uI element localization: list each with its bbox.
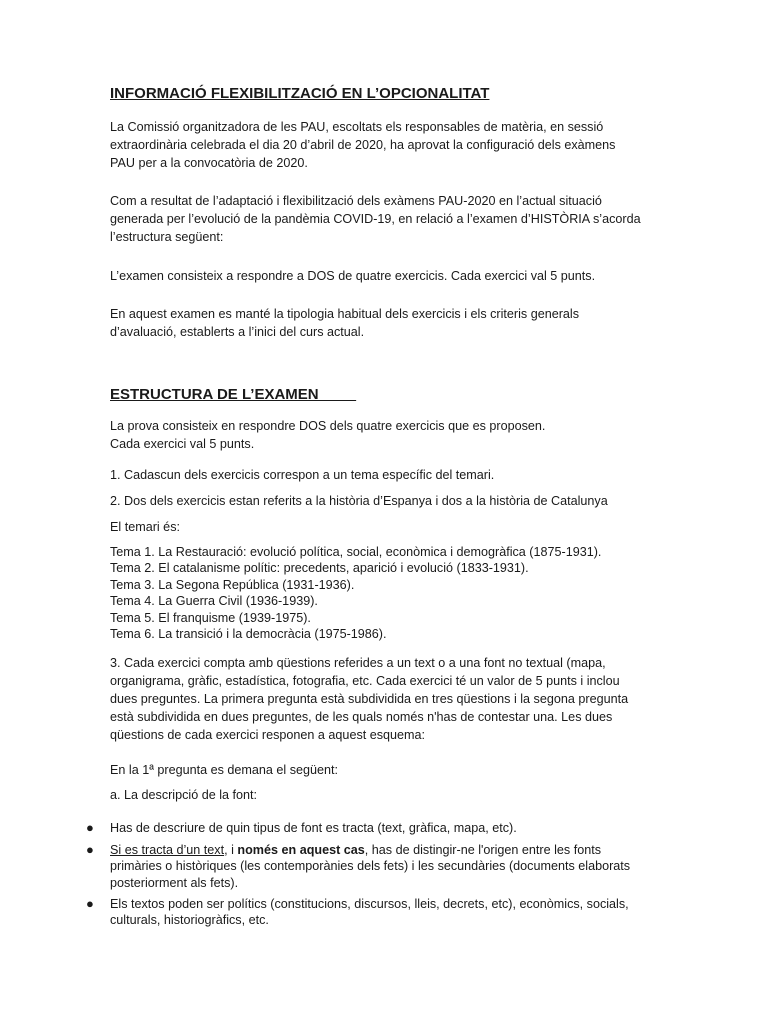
bullet-text [110,896,670,929]
bullet-icon: ● [86,842,94,857]
paragraph-line: Cada exercici val 5 punts. [110,437,255,451]
paragraph-prova [110,417,650,453]
point-1 [110,466,650,484]
paragraph-line: d’avaluació, establerts a l’inici del curs actual. [110,325,365,339]
bullet-icon: ● [86,820,94,835]
connector-text: , i [224,843,238,857]
tema-item: Tema 4. La Guerra Civil (1936-1939). [110,594,318,609]
paragraph-line: està subdividida en dues preguntes, de les quals només n'has de contestar una. Les dues [110,710,613,724]
tema-item: Tema 6. La transició i la democràcia (1975-1986). [110,627,387,642]
qa-label [110,786,650,804]
paragraph-line: l’estructura següent: [110,230,224,244]
q1-intro-text: En la 1ª pregunta es demana el següent: [110,763,339,777]
bullet-text-line: Els textos poden ser polítics (constitucions, discursos, lleis, decrets, etc), econòmics, socials, [110,897,629,911]
paragraph-line: En aquest examen es manté la tipologia habitual dels exercicis i els criteris generals [110,307,580,321]
paragraph-line: Com a resultat de l’adaptació i flexibilització dels exàmens PAU-2020 en l’actual situació [110,194,602,208]
point-2 [110,492,650,510]
bullet-text-rest: , has de distingir-ne l'origen entre les fonts [364,843,602,857]
paragraph-resultat [110,192,650,246]
paragraph-comissio [110,118,650,172]
paragraph-tipologia [110,305,650,341]
tema-item: Tema 3. La Segona República (1931-1936). [110,577,355,592]
paragraph-line: PAU per a la convocatòria de 2020. [110,156,308,170]
paragraph-line: extraordinària celebrada el dia 20 d’abril de 2020, ha aprovat la configuració dels exàmens [110,138,616,152]
bold-phrase: només en aquest cas [237,843,365,857]
temari-list [110,544,650,642]
tema-item: Tema 5. El franquisme (1939-1975). [110,610,311,625]
point-2-text: 2. Dos dels exercicis estan referits a la història d’Espanya i dos a la història de Catalunya [110,494,608,508]
paragraph-line: qüestions de cada exercici responen a aquest esquema: [110,728,426,742]
bullet-text: Has de descriure de quin tipus de font es tracta (text, gràfica, mapa, etc). [110,821,517,835]
paragraph-examen-consisteix [110,267,650,285]
paragraph-line: organigrama, gràfic, estadística, fotografia, etc. Cada exercici té un valor de 5 punts i inclou [110,674,620,688]
paragraph-line: dues preguntes. La primera pregunta està subdividida en tres qüestions i la segona pregunta [110,692,629,706]
paragraph-line: La prova consisteix en respondre DOS dels quatre exercicis que es proposen. [110,419,546,433]
paragraph-line: La Comissió organitzadora de les PAU, escoltats els responsables de matèria, en sessió [110,120,604,134]
bullet-text [110,842,670,891]
temari-label-text: El temari és: [110,520,180,534]
underlined-phrase: Si es tracta d’un text [110,843,225,857]
bullet-text-line: primàries o històriques (les contemporànies dels fets) i les secundàries (documents elaborats [110,859,631,874]
point-3 [110,654,650,744]
paragraph-line: generada per l’evolució de la pandèmia COVID-19, en relació a l’examen d’HISTÒRIA s’acorda [110,212,641,226]
section-title-estructura: ESTRUCTURA DE L’EXAMEN [110,386,357,403]
paragraph-line: L’examen consisteix a respondre a DOS de quatre exercicis. Cada exercici val 5 punts. [110,269,596,283]
bullet-text-line: posteriorment als fets). [110,875,239,890]
point-1-text: 1. Cadascun dels exercicis correspon a un tema específic del temari. [110,468,495,482]
bullet-text-line: culturals, historiogràfics, etc. [110,913,269,928]
qa-label-text: a. La descripció de la font: [110,788,258,802]
temari-label [110,518,650,536]
bullet-icon: ● [86,896,94,911]
section-title-informacio: INFORMACIÓ FLEXIBILITZACIÓ EN L’OPCIONALITAT [110,85,490,102]
tema-item: Tema 2. El catalanisme polític: precedents, aparició i evolució (1833-1931). [110,561,529,576]
q1-intro [110,761,650,779]
tema-item: Tema 1. La Restauració: evolució política, social, econòmica i demogràfica (1875-1931). [110,545,602,559]
paragraph-line: 3. Cada exercici compta amb qüestions referides a un text o a una font no textual (mapa, [110,656,606,670]
